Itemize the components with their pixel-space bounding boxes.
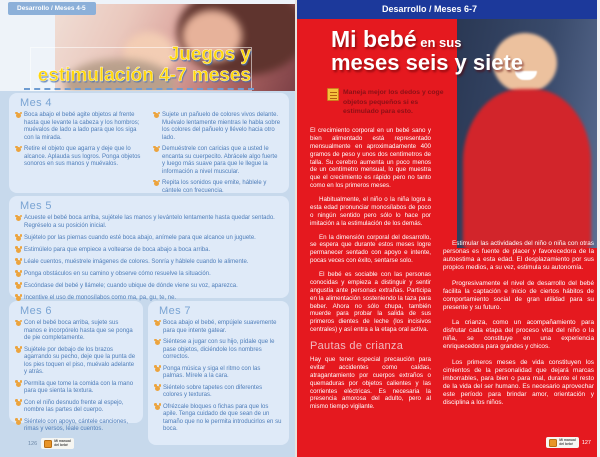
list-item <box>154 180 282 195</box>
bear-bullet-icon <box>155 405 160 410</box>
logo-text <box>54 440 71 447</box>
section-heading: Mes 4 <box>20 97 52 109</box>
bullet-list <box>16 112 144 199</box>
page-title-line2: estimulación 4-7 meses <box>37 65 251 86</box>
list-item <box>16 419 136 434</box>
list-item <box>16 283 282 291</box>
bullet-text: Siéntese a jugar con su hijo, pídale que le pase objetos, diciéndole los nombres correctos. <box>163 339 275 360</box>
section-mes-5 <box>9 196 289 301</box>
bear-bullet-icon <box>16 284 21 289</box>
bullet-text: Léale cuentos, muéstrele imágenes de colores. Sonría y háblele cuando le alimente. <box>24 258 249 265</box>
page-gutter <box>295 0 297 457</box>
paragraph: El crecimiento corporal en un bebé sano y bien alimentado está representado mensualmente en aproximadamente 400 gramos de peso y unos dos centímetros de talla. Su cerebro aumenta un poco menos de un centímetro mensual, lo que muestra que el crecimiento es rápido pero no tanto como en los primeros meses. <box>310 127 431 190</box>
two-column-list <box>16 112 282 199</box>
page-title-line1: Juegos y <box>168 44 251 65</box>
bear-bullet-icon <box>16 236 21 241</box>
list-item <box>16 381 136 396</box>
paragraph: En la dimensión corporal del desarrollo, se espera que durante estos meses logre permanecer sentado con apoyo e intente, pocas veces con éxito, sentarse solo. <box>310 233 431 265</box>
list-item <box>155 385 282 400</box>
list-item <box>16 271 282 279</box>
brand-logo <box>41 438 74 449</box>
logo-text-line2: del bebé <box>54 442 68 447</box>
paragraph: Habitualmente, el niño o la niña logra a esta edad pronunciar monosílabos de poco o ningún sentido pero sólo lo hace por imitación a la estimulación de los demás. <box>310 196 431 227</box>
list-item <box>16 112 144 142</box>
bullet-text: Escóndase del bebé y llámele; cuando ubique de dónde viene su voz, aparezca. <box>24 282 238 289</box>
photo-detail <box>463 89 591 248</box>
list-item <box>154 146 282 176</box>
logo-text-line1: Mi manual <box>54 438 71 443</box>
right-page <box>297 0 600 457</box>
bullet-text: Siéntelo sobre tapetes con diferentes colores y texturas. <box>163 384 263 398</box>
bullet-text: Con el bebé boca arriba, sujete sus manos e incorpórelo hasta que se ponga de pie completamente. <box>24 320 133 341</box>
logo-icon <box>44 440 52 448</box>
section-tab: Desarrollo / Meses 4-5 <box>8 2 96 15</box>
logo-text-line2: del bebé <box>559 441 573 446</box>
section-mes-6 <box>9 301 143 432</box>
bullet-list <box>155 320 282 434</box>
bullet-text: Boca abajo el bebé agite objetos al frente hasta que levante la cabeza y los hombros; muévalos de lado a lado para que los siga con la mirada. <box>24 112 140 141</box>
bear-bullet-icon <box>16 113 21 118</box>
bullet-text: Sujete un pañuelo de colores vivos delante. Muévalo lentamente mientras le habla sobre los colores del pañuelo y llévelo hacia otro lado. <box>162 112 281 141</box>
list-item <box>155 339 282 362</box>
bear-bullet-icon <box>16 272 21 277</box>
list-item <box>16 215 282 230</box>
list-item <box>16 347 136 377</box>
list-item <box>154 112 282 142</box>
section-heading: Mes 5 <box>20 200 52 212</box>
bear-bullet-icon <box>154 181 159 186</box>
list-item <box>16 320 136 343</box>
bear-bullet-icon <box>16 147 21 152</box>
section-mes-4 <box>9 93 289 193</box>
list-item <box>16 247 282 255</box>
bullet-list <box>16 215 282 302</box>
bullet-text: Ponga música y siga el ritmo con las palmas. Mírele a la cara. <box>163 365 261 379</box>
bullet-text: Demuéstrele con caricias que a usted le encanta su cuerpecito. Abrácele algo fuerte y luego más suave para que le llegue la información a nivel muscular. <box>162 146 278 175</box>
bear-bullet-icon <box>155 321 160 326</box>
left-page-footer <box>28 438 74 449</box>
list-item <box>16 259 282 267</box>
bullet-text: Repita los sonidos que emite, háblele y cántele con frecuencia. <box>162 180 267 194</box>
page-number: 127 <box>581 439 591 446</box>
section-heading: Mes 6 <box>20 305 52 317</box>
bear-bullet-icon <box>16 420 21 425</box>
bullet-text: Ofrézcale bloques o fichas para que los apile. Tenga cuidado de que sean de un tamaño que no le permita introducirlos en su boca. <box>163 403 282 432</box>
paragraph: Hay que tener especial precaución para evitar accidentes como caídas, atragantamiento por cuerpos extraños o quemaduras por objetos calientes y las corrientes eléctricas. Es necesaria la presencia amorosa del adulto, pero al mismo tiempo vigilante. <box>310 356 431 411</box>
bullet-text: Acueste el bebé boca arriba, sujétele las manos y levántelo lentamente hasta quedar sentado. Regréselo a su posición inicial. <box>24 215 275 229</box>
list-item <box>155 404 282 434</box>
section-heading: Mes 7 <box>159 305 191 317</box>
text-column-1 <box>310 127 431 417</box>
section-mes-7 <box>148 301 289 445</box>
bear-bullet-icon <box>155 386 160 391</box>
paragraph: La crianza, como un acompañamiento para disfrutar cada etapa del proceso vital del niño o la niña, se constituye en una experiencia enriquecedora para grandes y chicos. <box>443 319 594 351</box>
list-item <box>155 366 282 381</box>
title-small-text: en sus <box>416 35 462 50</box>
text-column-2 <box>443 240 594 414</box>
bear-bullet-icon <box>16 216 21 221</box>
bear-bullet-icon <box>16 401 21 406</box>
bear-bullet-icon <box>16 248 21 253</box>
logo-text <box>559 439 576 446</box>
bear-bullet-icon <box>154 147 159 152</box>
bullet-text: Ponga obstáculos en su camino y observe cómo resuelve la situación. <box>24 270 211 277</box>
page-title-line1 <box>331 26 523 53</box>
left-page <box>0 0 297 457</box>
paragraph: Estimular las actividades del niño o niña con otras personas es fuente de placer y favorecedora de la autoestima a esta edad. El desplazamiento por sus propios medios, a su vez, estimula su autonomía. <box>443 240 594 272</box>
list-item <box>16 400 136 415</box>
bullet-list <box>16 320 136 434</box>
page-title <box>331 26 523 76</box>
paragraph: Progresivamente el nivel de desarrollo del bebé facilita la captación e inicio de ciertos hábitos de comportamiento social de gran utilidad para su presente y su futuro. <box>443 279 594 311</box>
bullet-text: Sujétele por debajo de los brazos agarrando su pecho, deje que la punta de los pies toquen el piso, muévalo adelante y atrás. <box>24 346 136 375</box>
page-number: 126 <box>28 440 38 447</box>
title-big-text: Mi bebé <box>331 26 417 52</box>
logo-icon <box>549 439 557 447</box>
note-icon <box>327 88 339 101</box>
page-title-line2: meses seis y siete <box>331 50 524 75</box>
bullet-text: Estimúlelo para que empiece a voltearse de boca abajo a boca arriba. <box>24 246 211 253</box>
section-header-bar: Desarrollo / Meses 6-7 <box>297 0 600 19</box>
bullet-text: Con el niño desnudo frente al espejo, nombre las partes del cuerpo. <box>24 399 124 413</box>
bear-bullet-icon <box>16 321 21 326</box>
bullet-text: Incentive el uso de monosílabos como ma, pa, gu, te, ne. <box>24 294 177 301</box>
dashed-underline <box>24 88 254 90</box>
paragraph: El bebé es sociable con las personas conocidas y empieza a distinguir y sentir angustia ante personas extrañas. Participa en la alimentación sosteniendo la taza para beber. Ahora no sólo chupa, también muerde para probar la salida de sus primeros dientes de leche (los incisivos centrales) y así entra a la etapa oral activa. <box>310 271 431 334</box>
bear-bullet-icon <box>16 382 21 387</box>
intro-text: Maneja mejor los dedos y coge objetos pequeños si es estimulado para esto. <box>343 89 444 116</box>
subsection-heading: Pautas de crianza <box>310 340 404 352</box>
brand-logo <box>546 437 579 448</box>
bullet-text: Retire el objeto que agarra y deje que lo alcance. Aplauda sus logros. Ponga objetos sonoros en sus manos y muévalos. <box>24 146 141 167</box>
bullet-text: Permita que tome la comida con la mano para que sienta la textura. <box>24 380 134 394</box>
logo-text-line1: Mi manual <box>559 437 576 442</box>
bear-bullet-icon <box>155 367 160 372</box>
intro-callout <box>327 88 451 117</box>
list-item <box>16 146 144 169</box>
bullet-text: Boca abajo el bebé, empújele suavemente para que intente gatear. <box>163 320 277 334</box>
bullet-text: Sujételo por las piernas cuando esté boca abajo, anímele para que alcance un juguete. <box>24 234 256 241</box>
paragraph: Los primeros meses de vida constituyen los cimientos de la personalidad que dejará marcas imborrables, para bien o para mal, durante el resto de la vida del ser humano. Es necesario aprovechar este período para brindar amor, orientación y disciplina a los niños. <box>443 358 594 407</box>
list-item <box>155 320 282 335</box>
bear-bullet-icon <box>155 340 160 345</box>
bullet-list <box>154 112 282 199</box>
bear-bullet-icon <box>16 260 21 265</box>
bear-bullet-icon <box>16 348 21 353</box>
bear-bullet-icon <box>154 113 159 118</box>
bear-bullet-icon <box>16 296 21 301</box>
right-page-footer <box>546 437 591 448</box>
bullet-text: Siéntelo con apoyo, cántele canciones, rimas y versos, léale cuentos. <box>24 418 129 432</box>
list-item <box>16 235 282 243</box>
